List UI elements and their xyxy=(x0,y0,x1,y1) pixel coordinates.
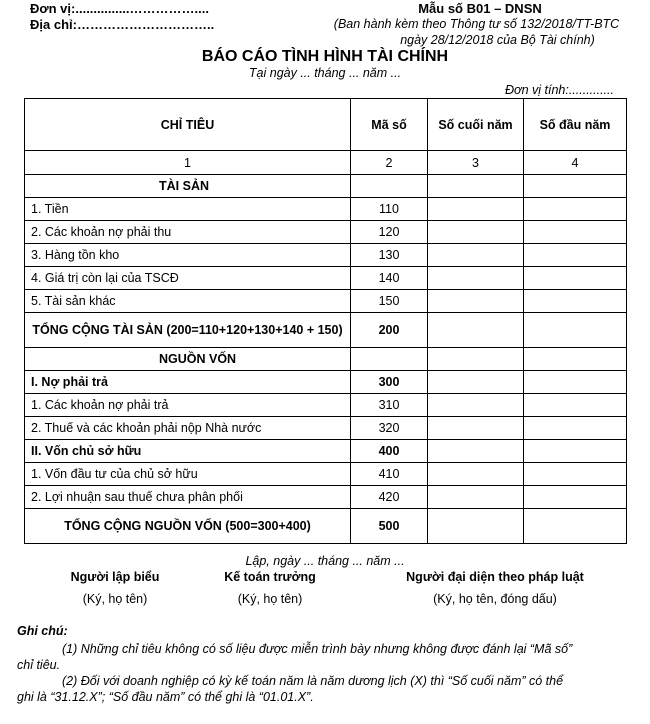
row-indicator-label: TÀI SẢN xyxy=(25,175,351,198)
row-indicator-label: 4. Giá trị còn lại của TSCĐ xyxy=(25,267,351,290)
row-year-end-value xyxy=(428,440,524,463)
table-row xyxy=(25,371,627,394)
row-indicator-label: 3. Hàng tồn kho xyxy=(25,244,351,267)
row-year-start-value xyxy=(524,267,627,290)
row-year-start-value xyxy=(524,313,627,348)
table-row xyxy=(25,509,627,544)
report-title: BÁO CÁO TÌNH HÌNH TÀI CHÍNH xyxy=(201,48,449,65)
row-year-end-value xyxy=(428,313,524,348)
row-year-end-value xyxy=(428,417,524,440)
row-year-start-value xyxy=(524,175,627,198)
row-year-start-value xyxy=(524,290,627,313)
issued-by-line-1: (Ban hành kèm theo Thông tư số 132/2018/TT-BTC xyxy=(333,17,620,31)
table-row xyxy=(25,394,627,417)
row-indicator-label: 1. Các khoản nợ phải trả xyxy=(25,394,351,417)
table-row xyxy=(25,198,627,221)
address-field: Địa chỉ:………………………….. xyxy=(30,17,215,32)
table-row xyxy=(25,267,627,290)
row-indicator-label: II. Vốn chủ sở hữu xyxy=(25,440,351,463)
row-code xyxy=(351,175,428,198)
report-date-line: Tại ngày ... tháng ... năm ... xyxy=(248,66,402,80)
row-year-end-value xyxy=(428,486,524,509)
row-year-end-value xyxy=(428,348,524,371)
chief-accountant-title: Kế toán trưởng xyxy=(224,570,316,584)
row-code: 300 xyxy=(351,371,428,394)
table-row xyxy=(25,290,627,313)
row-code: 310 xyxy=(351,394,428,417)
row-year-start-value xyxy=(524,417,627,440)
row-code: 410 xyxy=(351,463,428,486)
row-indicator-label: 1. Tiền xyxy=(25,198,351,221)
row-year-end-value xyxy=(428,371,524,394)
column-number: 3 xyxy=(428,151,524,175)
row-code: 130 xyxy=(351,244,428,267)
form-number: Mẫu số B01 – DNSN xyxy=(418,1,542,16)
unit-field: Đơn vị:...............…………….... xyxy=(30,1,209,16)
header-year-end: Số cuối năm xyxy=(428,99,524,151)
row-indicator-label: I. Nợ phải trả xyxy=(25,371,351,394)
financial-report-table xyxy=(24,98,627,544)
row-year-start-value xyxy=(524,371,627,394)
table-row xyxy=(25,244,627,267)
row-indicator-label: 5. Tài sản khác xyxy=(25,290,351,313)
row-indicator-label: TỔNG CỘNG NGUỒN VỐN (500=300+400) xyxy=(25,509,351,544)
row-code xyxy=(351,348,428,371)
row-year-start-value xyxy=(524,486,627,509)
column-number: 1 xyxy=(25,151,351,175)
note-2-line-2: ghi là “31.12.X”; “Số đầu năm” có thể ghi là “01.01.X”. xyxy=(17,690,314,704)
header-year-start: Số đầu năm xyxy=(524,99,627,151)
row-code: 400 xyxy=(351,440,428,463)
table-row xyxy=(25,463,627,486)
row-year-end-value xyxy=(428,175,524,198)
row-indicator-label: 2. Thuế và các khoản phải nộp Nhà nước xyxy=(25,417,351,440)
column-number: 2 xyxy=(351,151,428,175)
column-number: 4 xyxy=(524,151,627,175)
row-indicator-label: TỔNG CỘNG TÀI SẢN (200=110+120+130+140 + 150) xyxy=(25,313,351,348)
row-indicator-label: 2. Lợi nhuận sau thuế chưa phân phối xyxy=(25,486,351,509)
preparer-sign-note: (Ký, họ tên) xyxy=(82,592,148,606)
table-row xyxy=(25,440,627,463)
issued-by-line-2: ngày 28/12/2018 của Bộ Tài chính) xyxy=(400,33,595,47)
legal-representative-title: Người đại diện theo pháp luật xyxy=(406,570,584,584)
row-code: 320 xyxy=(351,417,428,440)
row-year-end-value xyxy=(428,509,524,544)
table-row xyxy=(25,313,627,348)
table-header-row xyxy=(25,99,627,151)
preparer-title: Người lập biểu xyxy=(70,570,160,584)
header-indicator: CHỈ TIÊU xyxy=(25,99,351,151)
row-year-end-value xyxy=(428,267,524,290)
chief-accountant-sign-note: (Ký, họ tên) xyxy=(237,592,303,606)
column-number-row xyxy=(25,151,627,175)
row-year-end-value xyxy=(428,394,524,417)
row-code: 500 xyxy=(351,509,428,544)
table-row xyxy=(25,417,627,440)
row-year-start-value xyxy=(524,509,627,544)
note-1-line-2: chỉ tiêu. xyxy=(17,658,61,672)
currency-unit: Đơn vị tính:............. xyxy=(505,83,614,97)
row-year-start-value xyxy=(524,221,627,244)
row-code: 140 xyxy=(351,267,428,290)
note-2-line-1: (2) Đối với doanh nghiệp có kỳ kế toán năm là năm dương lịch (X) thì “Số cuối năm” có thể xyxy=(62,674,564,688)
row-year-start-value xyxy=(524,394,627,417)
row-indicator-label: 2. Các khoản nợ phải thu xyxy=(25,221,351,244)
row-year-start-value xyxy=(524,348,627,371)
row-year-end-value xyxy=(428,221,524,244)
note-1-line-1: (1) Những chỉ tiêu không có số liệu được miễn trình bày nhưng không được đánh lại “Mã số” xyxy=(62,642,573,656)
row-year-start-value xyxy=(524,463,627,486)
row-year-end-value xyxy=(428,244,524,267)
row-year-end-value xyxy=(428,198,524,221)
row-indicator-label: 1. Vốn đầu tư của chủ sở hữu xyxy=(25,463,351,486)
table-row xyxy=(25,486,627,509)
notes-title: Ghi chú: xyxy=(17,624,68,638)
row-code: 420 xyxy=(351,486,428,509)
row-year-end-value xyxy=(428,290,524,313)
row-year-start-value xyxy=(524,440,627,463)
header-code: Mã số xyxy=(351,99,428,151)
row-year-start-value xyxy=(524,198,627,221)
table-row xyxy=(25,221,627,244)
row-code: 200 xyxy=(351,313,428,348)
legal-representative-sign-note: (Ký, họ tên, đóng dấu) xyxy=(433,592,557,606)
row-code: 150 xyxy=(351,290,428,313)
row-indicator-label: NGUỒN VỐN xyxy=(25,348,351,371)
table-body xyxy=(25,175,627,544)
row-code: 110 xyxy=(351,198,428,221)
row-year-end-value xyxy=(428,463,524,486)
table-row xyxy=(25,175,627,198)
row-code: 120 xyxy=(351,221,428,244)
row-year-start-value xyxy=(524,244,627,267)
signature-date-line: Lập, ngày ... tháng ... năm ... xyxy=(245,554,405,568)
table-row xyxy=(25,348,627,371)
